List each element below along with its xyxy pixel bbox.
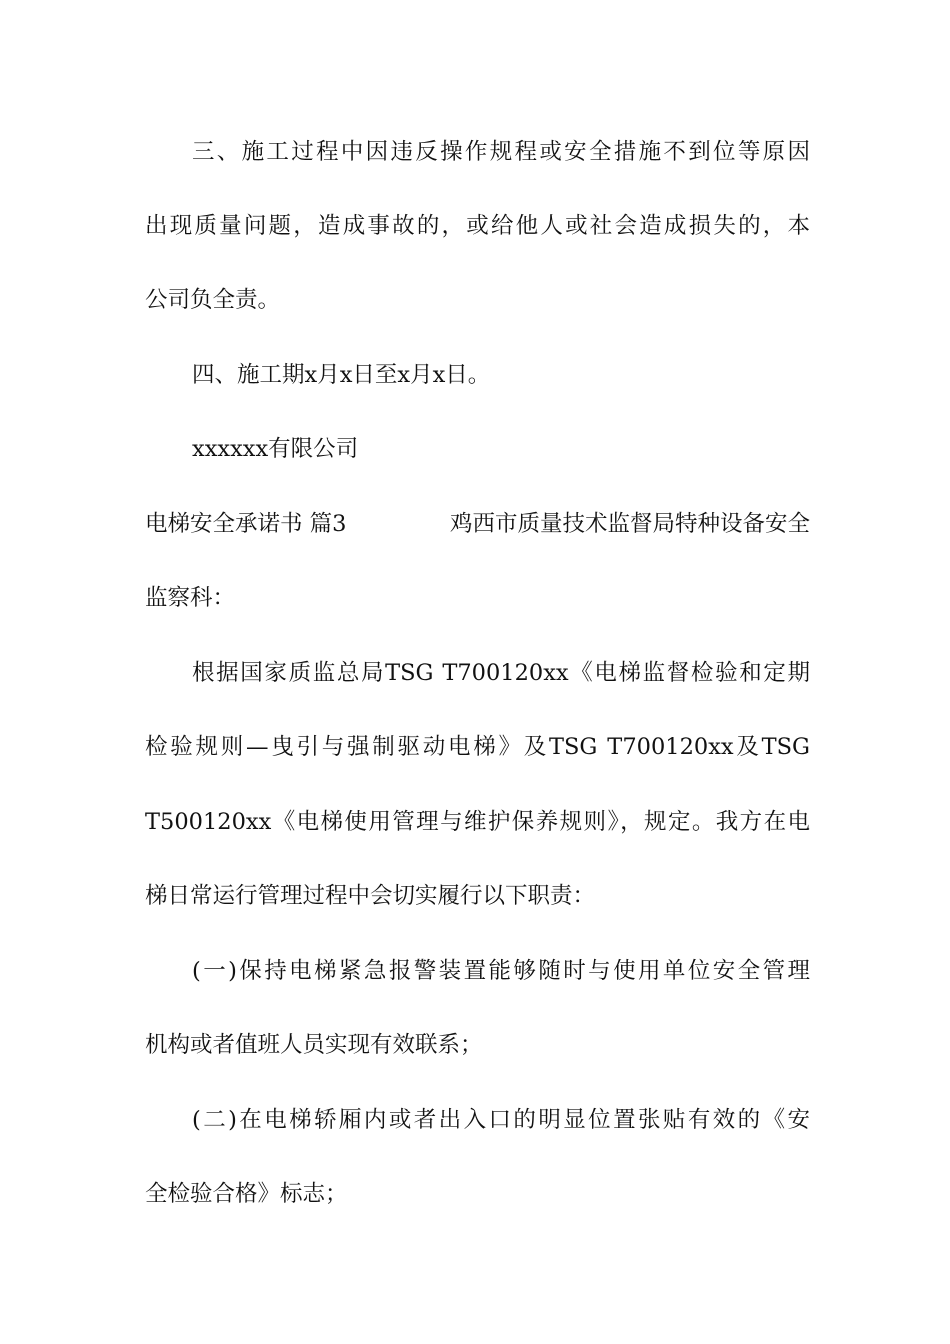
body-line-2: 检验规则—曳引与强制驱动电梯》及TSG T700120xx及TSG bbox=[145, 734, 810, 760]
body-line-4: 梯日常运行管理过程中会切实履行以下职责： bbox=[145, 883, 596, 909]
section-heading-row bbox=[145, 504, 810, 544]
addressee-end: 监察科： bbox=[145, 585, 236, 611]
company-signature: xxxxxx有限公司 bbox=[192, 436, 359, 462]
paragraph-3-line-1: 三、施工过程中因违反操作规程或安全措施不到位等原因 bbox=[192, 139, 810, 165]
paragraph-3-line-3: 公司负全责。 bbox=[145, 287, 281, 313]
paragraph-4: 四、施工期x月x日至x月x日。 bbox=[192, 362, 491, 388]
body-line-3: T500120xx《电梯使用管理与维护保养规则》，规定。我方在电 bbox=[145, 809, 810, 835]
duty-2-line-1: (二)在电梯轿厢内或者出入口的明显位置张贴有效的《安 bbox=[192, 1107, 810, 1133]
duty-2-line-2: 全检验合格》标志； bbox=[145, 1181, 348, 1207]
section-title: 电梯安全承诺书 篇3 bbox=[145, 511, 347, 537]
duty-1-line-2: 机构或者值班人员实现有效联系； bbox=[145, 1032, 483, 1058]
addressee-start: 鸡西市质量技术监督局特种设备安全 bbox=[449, 511, 810, 537]
paragraph-3-line-2: 出现质量问题，造成事故的，或给他人或社会造成损失的，本 bbox=[145, 213, 810, 239]
duty-1-line-1: (一)保持电梯紧急报警装置能够随时与使用单位安全管理 bbox=[192, 958, 810, 984]
body-line-1: 根据国家质监总局TSG T700120xx《电梯监督检验和定期 bbox=[192, 660, 810, 686]
